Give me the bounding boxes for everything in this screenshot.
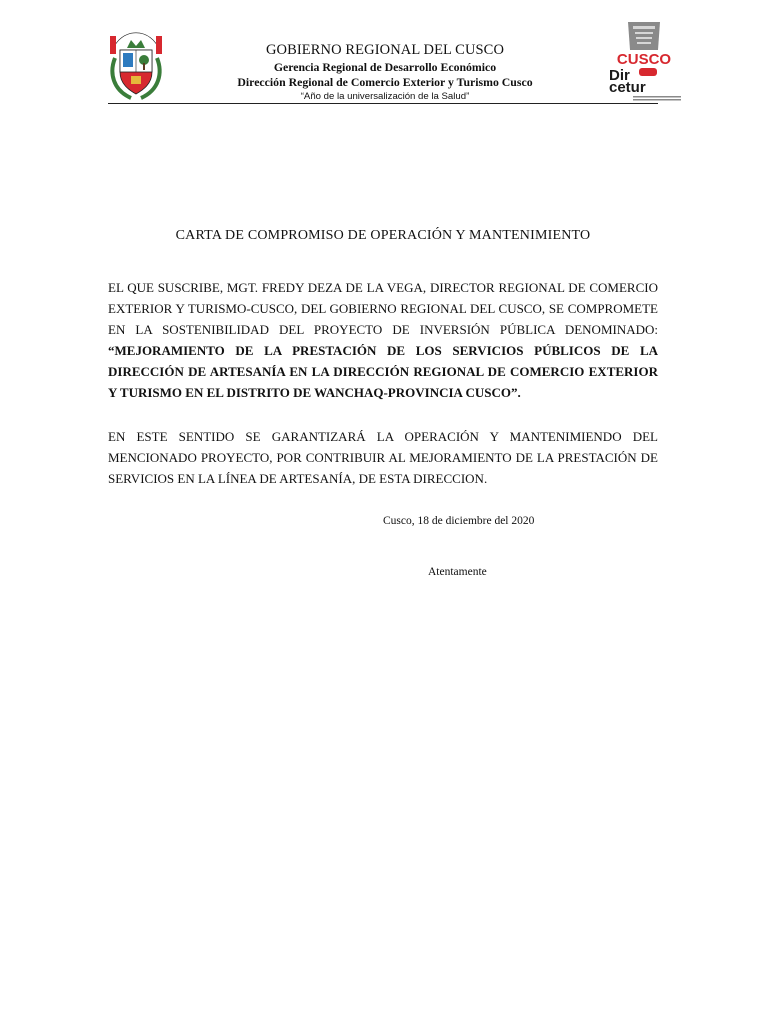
project-name: “MEJORAMIENTO DE LA PRESTACIÓN DE LOS SERVICIOS PÚBLICOS DE LA DIRECCIÓN DE ARTESANÍA EN LA DIRECCIÓN REGIONAL DE COMERCIO EXTERIOR Y TURISMO EN EL DISTRITO DE WANCHAQ-PROVINCIA CUSCO”.: [108, 343, 658, 400]
header-government: GOBIERNO REGIONAL DEL CUSCO: [265, 42, 505, 58]
letterhead: [190, 41, 580, 103]
guarantee-paragraph: EN ESTE SENTIDO SE GARANTIZARÁ LA OPERACIÓN Y MANTENIMIENDO DEL MENCIONADO PROYECTO, POR CONTRIBUIR AL MEJORAMIENTO DE LA PRESTACIÓN DE SERVICIOS EN LA LÍNEA DE ARTESANÍA, DE ESTA DIRECCION.: [108, 429, 658, 486]
date-line: Cusco, 18 de diciembre del 2020: [383, 515, 535, 527]
dircetur-cusco-logo-icon: [603, 18, 685, 102]
header-direccion: Dirección Regional de Comercio Exterior y Turismo Cusco: [237, 75, 533, 89]
document-title: CARTA DE COMPROMISO DE OPERACIÓN Y MANTENIMIENTO: [175, 228, 591, 243]
svg-text:CUSCO: CUSCO: [616, 51, 672, 68]
closing-line: Atentamente: [428, 566, 487, 578]
commitment-paragraph: [108, 277, 658, 403]
svg-text:cetur: cetur: [609, 79, 646, 96]
header-motto: “Año de la universalización de la Salud”: [300, 91, 470, 102]
peru-coat-of-arms-icon: [105, 28, 167, 102]
header-divider: [108, 103, 658, 104]
commitment-text: EL QUE SUSCRIBE, MGT. FREDY DEZA DE LA VEGA, DIRECTOR REGIONAL DE COMERCIO EXTERIOR Y TURISMO-CUSCO, DEL GOBIERNO REGIONAL DEL CUSCO, SE COMPROMETE EN LA SOSTENIBILIDAD DEL PROYECTO DE INVERSIÓN PÚBLICA DENOMINADO:: [108, 280, 658, 337]
svg-text:Dir: Dir: [609, 67, 630, 84]
header-gerencia: Gerencia Regional de Desarrollo Económico: [273, 60, 497, 74]
